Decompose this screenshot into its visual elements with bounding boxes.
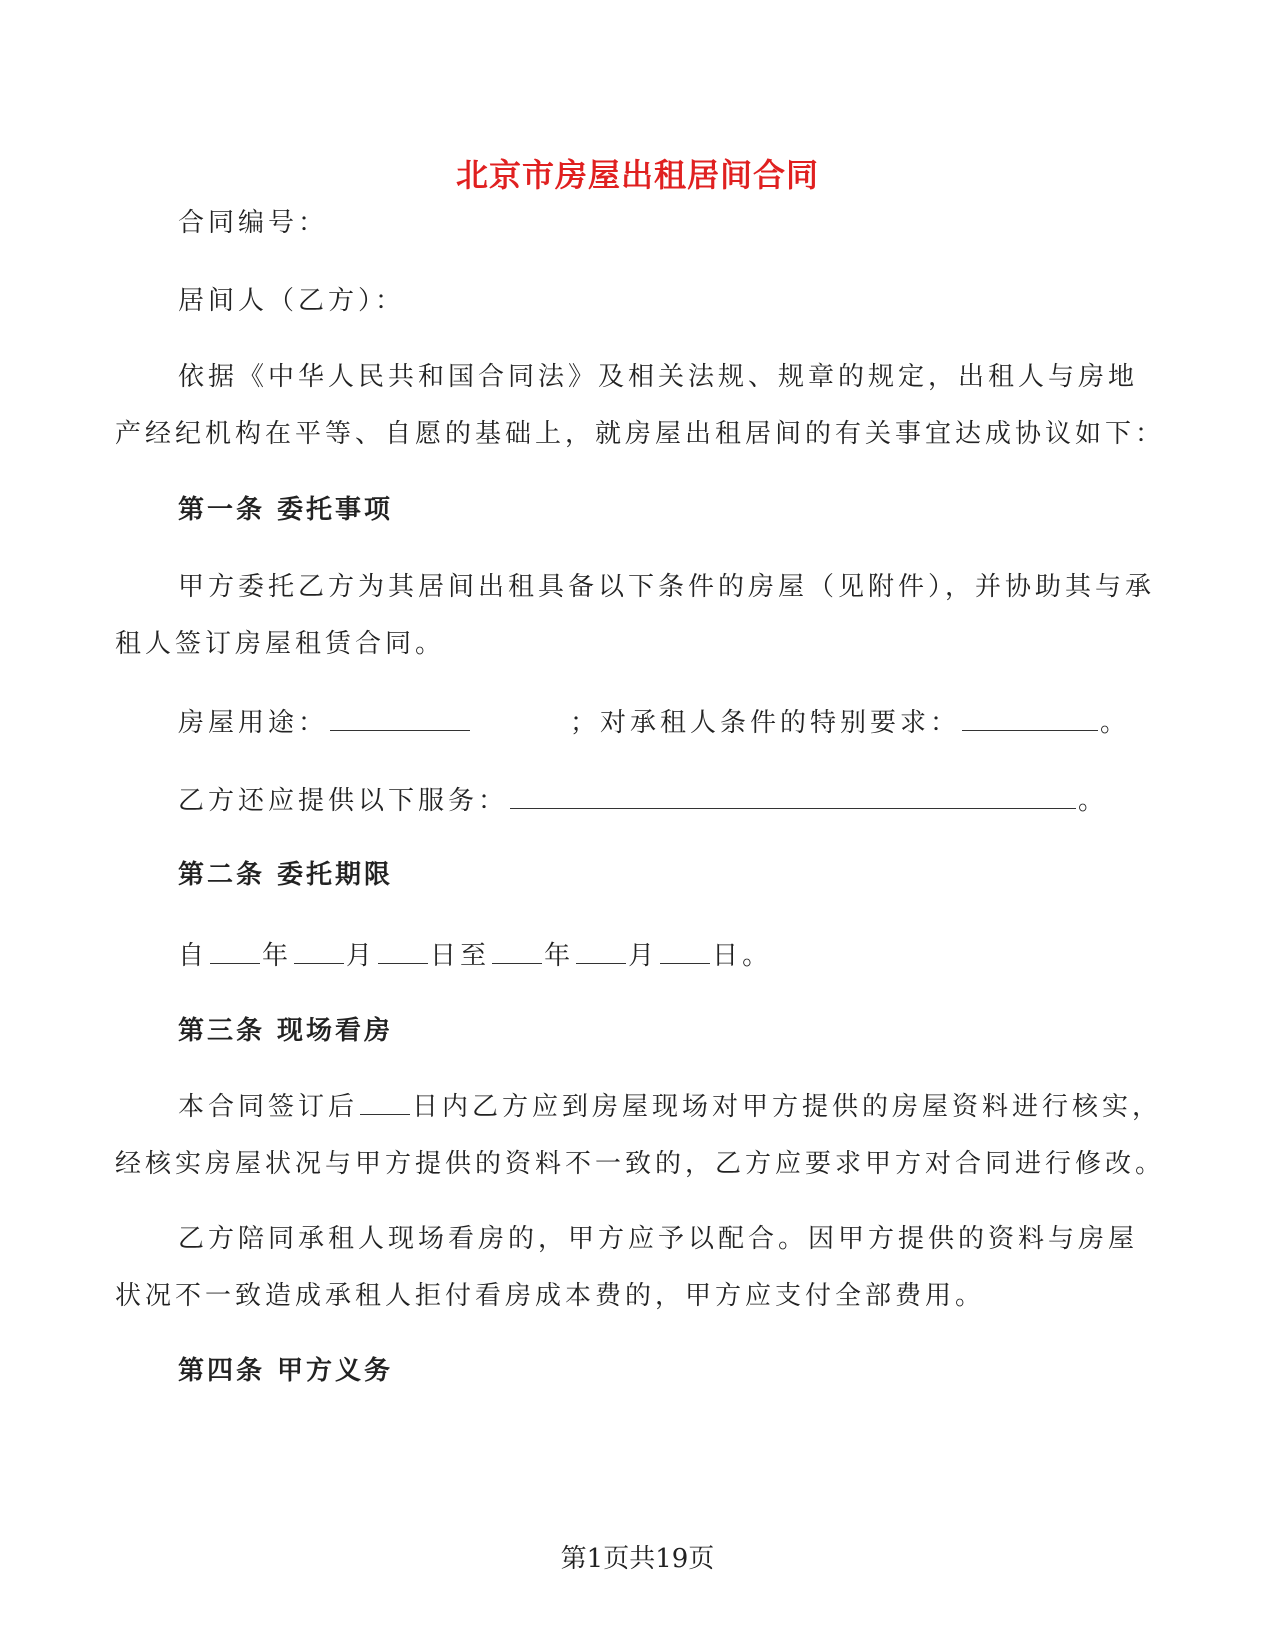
article4-heading: 第四条 甲方义务 [178,1356,394,1386]
document-title: 北京市房屋出租居间合同 [455,156,819,194]
usage-line [178,700,1130,743]
usage-separator: ；对承租人条件的特别要求： [570,708,961,738]
term-line [178,933,772,976]
contract-number-label: 合同编号： [178,208,329,238]
end-day-blank [660,933,710,964]
article3-para1-start: 本合同签订后 [178,1092,359,1122]
term-day-end: 日。 [712,941,773,971]
term-year2: 年 [544,941,575,971]
term-day-to: 日至 [430,941,491,971]
services-line [178,778,1108,821]
preamble-paragraph: 依据《中华人民共和国合同法》及相关法规、规章的规定，出租人与房地产经纪机构在平等、自愿的基础上，就房屋出租居间的有关事宜达成协议如下： [115,362,1166,449]
services-end: 。 [1078,786,1109,816]
usage-label: 房屋用途： [178,708,329,738]
page-number: 第1页共19页 [560,1544,715,1574]
requirements-blank [962,700,1098,731]
start-year-blank [210,933,260,964]
article1-heading: 第一条 委托事项 [178,495,394,525]
services-blank [510,778,1076,809]
usage-end: 。 [1100,708,1131,738]
article1-paragraph: 甲方委托乙方为其居间出租具备以下条件的房屋（见附件），并协助其与承租人签订房屋租赁合同。 [115,572,1156,659]
article3-paragraph2: 乙方陪同承租人现场看房的，甲方应予以配合。因甲方提供的资料与房屋状况不一致造成承租人拒付看房成本费的，甲方应支付全部费用。 [115,1224,1139,1311]
term-month2: 月 [628,941,659,971]
term-from: 自 [178,941,209,971]
end-year-blank [492,933,542,964]
article3-heading: 第三条 现场看房 [178,1016,394,1046]
term-month: 月 [346,941,377,971]
start-day-blank [378,933,428,964]
term-year: 年 [262,941,293,971]
end-month-blank [576,933,626,964]
article3-para1-rest: 日内乙方应到房屋现场对甲方提供的房屋资料进行核实，经核实房屋状况与甲方提供的资料不一致的，乙方应要求甲方对合同进行修改。 [115,1092,1166,1179]
article2-heading: 第二条 委托期限 [178,860,394,890]
broker-label: 居间人（乙方）： [178,286,406,316]
services-label: 乙方还应提供以下服务： [178,786,509,816]
days-blank [360,1084,410,1115]
article3-paragraph1 [115,1079,1165,1193]
usage-blank [330,700,470,731]
start-month-blank [294,933,344,964]
